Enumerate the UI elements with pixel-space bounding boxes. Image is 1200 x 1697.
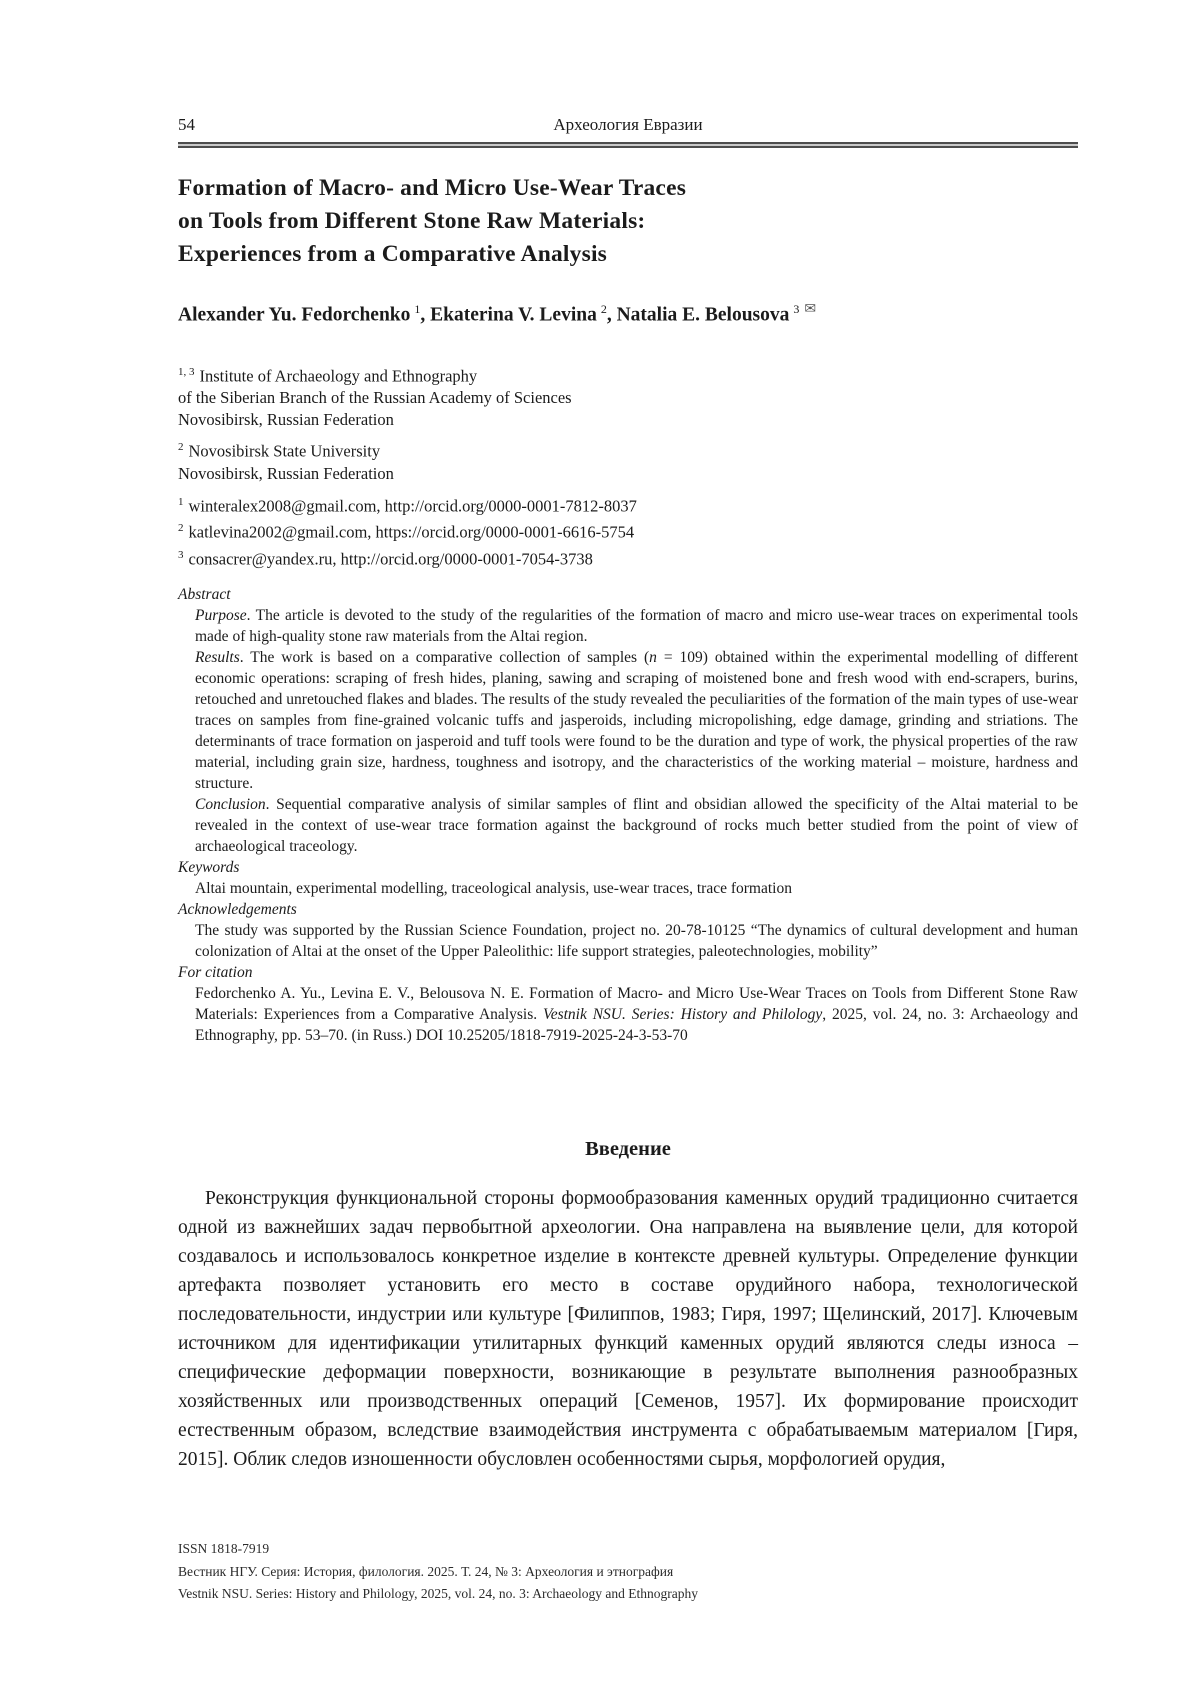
- author-2-superscript: 2: [600, 302, 607, 316]
- page-number: 54: [178, 115, 195, 134]
- author-3-superscript: 3: [793, 302, 800, 316]
- results-text-post: = 109) obtained within the experimental modelling of different economic operations: scraping of fresh hides, planing, sawing and scraping of moistened bone and fresh wood with end-scrapers, burins, retouched and unretouched flakes and blades. The results of the study revealed the peculiarities of the formation of the main types of use-wear traces on samples from fine-grained volcanic tuffs and jasperoids, including micropolishing, edge damage, grinding and striations. The determinants of trace formation on jasperoid and tuff tools were found to be the duration and type of work, the physical properties of the raw material, including grain size, hardness, toughness and isotropy, and the characteristics of the working material – moisture, hardness and structure.: [195, 649, 1079, 792]
- affiliation-1: [178, 361, 1078, 432]
- contact-line-1: [178, 491, 1078, 518]
- page-footer: [178, 1538, 1078, 1606]
- affiliation-2-line-1: Novosibirsk State University: [188, 441, 381, 461]
- introduction-paragraph: Реконструкция функциональной стороны формообразования каменных орудий традиционно считается одной из важнейших задач первобытной археологии. Она направлена на выявление цели, для которой создавалось и использовалось конкретное изделие в контексте древней культуры. Определение функции артефакта позволяет установить его место в составе орудийного набора, технологической последовательности, индустрии или культуре [Филиппов, 1983; Гиря, 1997; Щелинский, 2017]. Ключевым источником для идентификации утилитарных функций каменных орудий являются следы износа – специфические деформации поверхности, возникающие в результате выполнения разнообразных хозяйственных или производственных операций [Семенов, 1957]. Их формирование происходит естественным образом, вследствие взаимодействия инструмента с обрабатываемым материалом [Гиря, 2015]. Облик следов изношенности обусловлен особенностями сырья, морфологией орудия,: [178, 1188, 1078, 1470]
- title-line-2: on Tools from Different Stone Raw Materials:: [178, 208, 646, 234]
- footer-issn: ISSN 1818-7919: [178, 1541, 270, 1556]
- keywords-text: Altai mountain, experimental modelling, traceological analysis, use-wear traces, trace formation: [195, 880, 792, 897]
- abstract-section: [178, 584, 1078, 1046]
- results-text-pre: . The work is based on a comparative collection of samples (: [239, 649, 650, 666]
- author-2-name: Ekaterina V. Levina: [430, 304, 597, 326]
- citation-journal-title: Vestnik NSU. Series: History and Philology: [542, 1006, 823, 1023]
- citation-text-post: , 2025, vol. 24, no. 3: Archaeology and Ethnography, pp. 53–70. (in Russ.) DOI 10.25205/1818-7919-2025-24-3-53-70: [195, 1006, 1078, 1044]
- author-1-name: Alexander Yu. Fedorchenko: [178, 304, 411, 326]
- contact-3-email-orcid: consacrer@yandex.ru, http://orcid.org/0000-0001-7054-3738: [188, 549, 593, 568]
- purpose-lead: Purpose: [195, 607, 247, 624]
- affiliation-2-superscript: 2: [178, 441, 184, 453]
- affiliation-1-line-1: Institute of Archaeology and Ethnography: [199, 366, 478, 385]
- abstract-purpose-paragraph: [195, 605, 1078, 647]
- affiliation-2-line-2: Novosibirsk, Russian Federation: [178, 463, 394, 483]
- contact-3-superscript: 3: [178, 548, 184, 561]
- citation-paragraph: [195, 983, 1078, 1046]
- title-line-3: Experiences from a Comparative Analysis: [178, 241, 608, 267]
- acknowledgements-heading: Acknowledgements: [178, 901, 297, 918]
- introduction-section: [178, 1136, 1078, 1474]
- email-envelope-icon: ✉: [804, 302, 817, 317]
- for-citation-heading: For citation: [178, 964, 253, 981]
- page-header: [178, 0, 1078, 148]
- title-line-1: Formation of Macro- and Micro Use-Wear Traces: [178, 175, 687, 201]
- abstract-heading: Abstract: [178, 586, 231, 603]
- article-title: [178, 172, 1078, 271]
- affiliation-1-line-3: Novosibirsk, Russian Federation: [178, 410, 394, 429]
- contact-line-3: [178, 544, 1078, 571]
- contact-1-email-orcid: winteralex2008@gmail.com, http://orcid.org/0000-0001-7812-8037: [188, 496, 637, 515]
- keywords-heading: Keywords: [178, 859, 240, 876]
- running-title: Археология Евразии: [553, 115, 703, 134]
- abstract-results-paragraph: [195, 647, 1078, 794]
- results-lead: Results: [195, 649, 240, 666]
- affiliation-2: [178, 436, 1078, 485]
- footer-imprint-russian: Вестник НГУ. Серия: История, филология. 2025. Т. 24, № 3: Археология и этнография: [178, 1563, 674, 1579]
- author-separator-1: ,: [420, 304, 431, 326]
- contact-line-2: [178, 517, 1078, 544]
- author-3-name: Natalia E. Belousova: [616, 304, 790, 326]
- author-1-superscript: 1: [414, 302, 421, 316]
- purpose-text: . The article is devoted to the study of the regularities of the formation of macro and micro use-wear traces on experimental tools made of high-quality stone raw materials from the Altai region.: [195, 607, 1078, 645]
- footer-imprint-english: Vestnik NSU. Series: History and Philology, 2025, vol. 24, no. 3: Archaeology and Ethnography: [178, 1586, 698, 1601]
- conclusion-text: . Sequential comparative analysis of similar samples of flint and obsidian allowed the specificity of the Altai material to be revealed in the context of use-wear trace formation against the background of rocks much better studied from the point of view of archaeological traceology.: [195, 796, 1078, 855]
- author-contacts: [178, 491, 1078, 571]
- conclusion-lead: Conclusion: [195, 796, 266, 813]
- citation-text-pre: Fedorchenko A. Yu., Levina E. V., Belousova N. E. Formation of Macro- and Micro Use-Wear Traces on Tools from Different Stone Raw Materials: Experiences from a Comparative Analysis.: [195, 985, 1078, 1023]
- abstract-conclusion-paragraph: [195, 794, 1078, 857]
- header-rule: [178, 142, 1078, 148]
- affiliation-1-line-2: of the Siberian Branch of the Russian Academy of Sciences: [178, 388, 572, 407]
- results-n-variable: n: [649, 649, 657, 666]
- introduction-heading: Введение: [585, 1138, 671, 1160]
- author-separator-2: ,: [606, 304, 617, 326]
- acknowledgements-text: The study was supported by the Russian Science Foundation, project no. 20-78-10125 “The dynamics of cultural development and human colonization of Altai at the onset of the Upper Paleolithic: life support strategies, paleotechnologies, mobility”: [195, 922, 1078, 960]
- contact-2-email-orcid: katlevina2002@gmail.com, https://orcid.org/0000-0001-6616-5754: [188, 522, 635, 542]
- running-head: [178, 114, 1078, 136]
- contact-2-superscript: 2: [178, 522, 184, 534]
- contact-1-superscript: 1: [178, 495, 184, 508]
- authors-line: [178, 297, 1078, 328]
- affiliation-1-superscript: 1, 3: [178, 365, 195, 378]
